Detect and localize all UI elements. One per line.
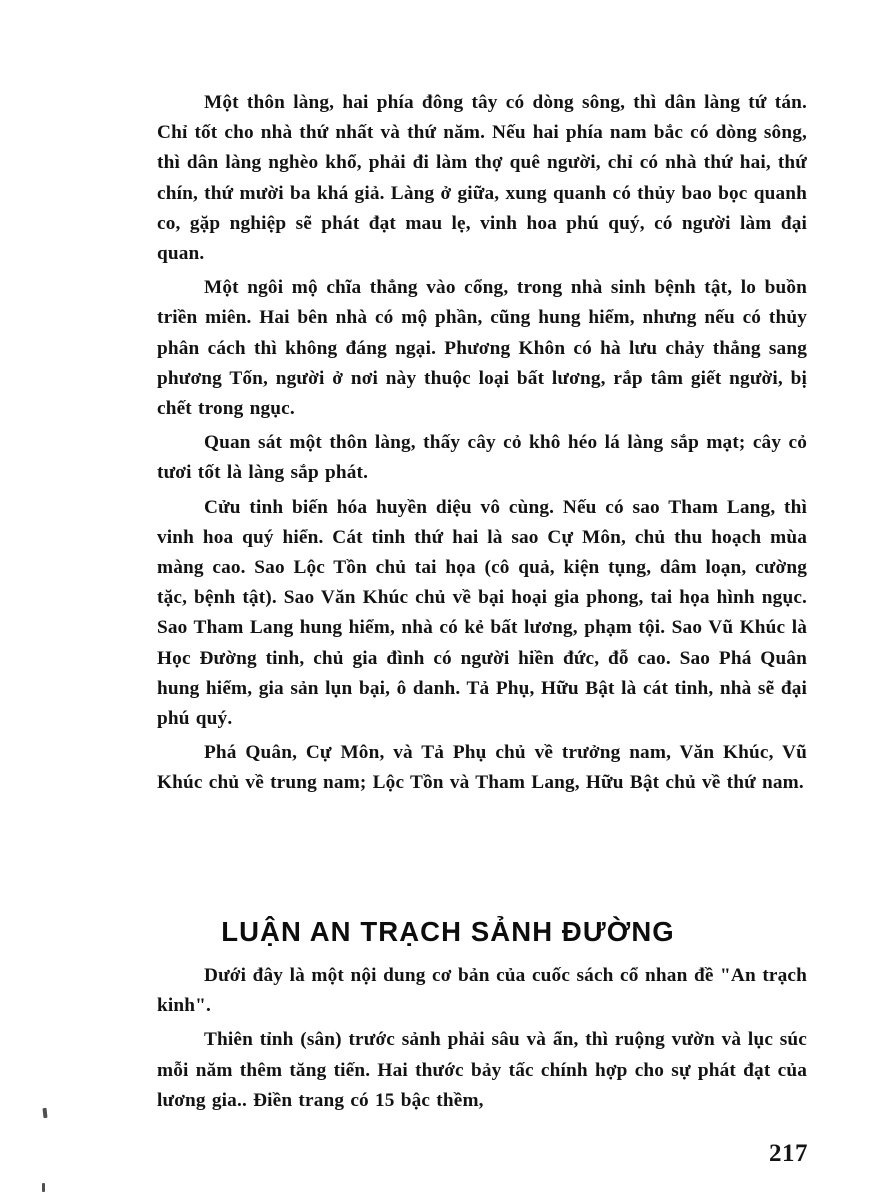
scan-artifact-mark bbox=[42, 1108, 47, 1118]
scan-artifact-mark bbox=[42, 1183, 45, 1192]
paragraph: Một ngôi mộ chĩa thẳng vào cổng, trong nhà sinh bệnh tật, lo buồn triền miên. Hai bên nhà có mộ phần, cũng hung hiểm, nhưng nếu có thủy phân cách thì không đáng ngại. Phương Khôn có hà lưu chảy thẳng sang phương Tốn, người ở nơi này thuộc loại bất lương, rắp tâm giết người, bị chết trong ngục. bbox=[157, 277, 807, 420]
section-heading: LUẬN AN TRẠCH SẢNH ĐƯỜNG bbox=[221, 915, 675, 947]
paragraph: Dưới đây là một nội dung cơ bản của cuốc sách cổ nhan đề "An trạch kinh". bbox=[157, 965, 807, 1017]
paragraph: Quan sát một thôn làng, thấy cây cỏ khô héo lá làng sắp mạt; cây cỏ tươi tốt là làng sắp phát. bbox=[157, 432, 807, 484]
paragraph: Phá Quân, Cự Môn, và Tả Phụ chủ về trưởng nam, Văn Khúc, Vũ Khúc chủ về trung nam; Lộc Tồn và Tham Lang, Hữu Bật chủ về thứ nam. bbox=[157, 742, 807, 794]
paragraph: Thiên tỉnh (sân) trước sảnh phải sâu và ẩn, thì ruộng vườn và lục súc mỗi năm thêm tăng tiến. Hai thước bảy tấc chính hợp cho sự phát đạt của lương gia.. Điền trang có 15 bậc thềm, bbox=[157, 1029, 807, 1111]
section-text-column bbox=[157, 961, 807, 1118]
paragraph: Cửu tinh biến hóa huyền diệu vô cùng. Nếu có sao Tham Lang, thì vinh hoa quý hiển. Cát tinh thứ hai là sao Cự Môn, chủ thu hoạch mùa màng cao. Sao Lộc Tồn chủ tai họa (cô quả, kiện tụng, dâm loạn, cường tặc, bệnh tật). Sao Văn Khúc chủ về bại hoại gia phong, tai họa hình ngục. Sao Tham Lang hung hiểm, nhà có kẻ bất lương, phạm tội. Sao Vũ Khúc là Học Đường tinh, chủ gia đình có người hiền đức, đỗ cao. Sao Phá Quân hung hiểm, gia sản lụn bại, ô danh. Tả Phụ, Hữu Bật là cát tinh, nhà sẽ đại phú quý. bbox=[157, 496, 807, 730]
body-text-column bbox=[157, 88, 807, 801]
paragraph: Một thôn làng, hai phía đông tây có dòng sông, thì dân làng tứ tán. Chỉ tốt cho nhà thứ nhất và thứ năm. Nếu hai phía nam bắc có dòng sông, thì dân làng nghèo khổ, phải đi làm thợ quê người, chỉ có nhà thứ hai, thứ chín, thứ mười ba khá giả. Làng ở giữa, xung quanh có thủy bao bọc quanh co, gặp nghiệp sẽ phát đạt mau lẹ, vinh hoa phú quý, có người làm đại quan. bbox=[157, 92, 807, 265]
page-number: 217 bbox=[769, 1140, 808, 1167]
